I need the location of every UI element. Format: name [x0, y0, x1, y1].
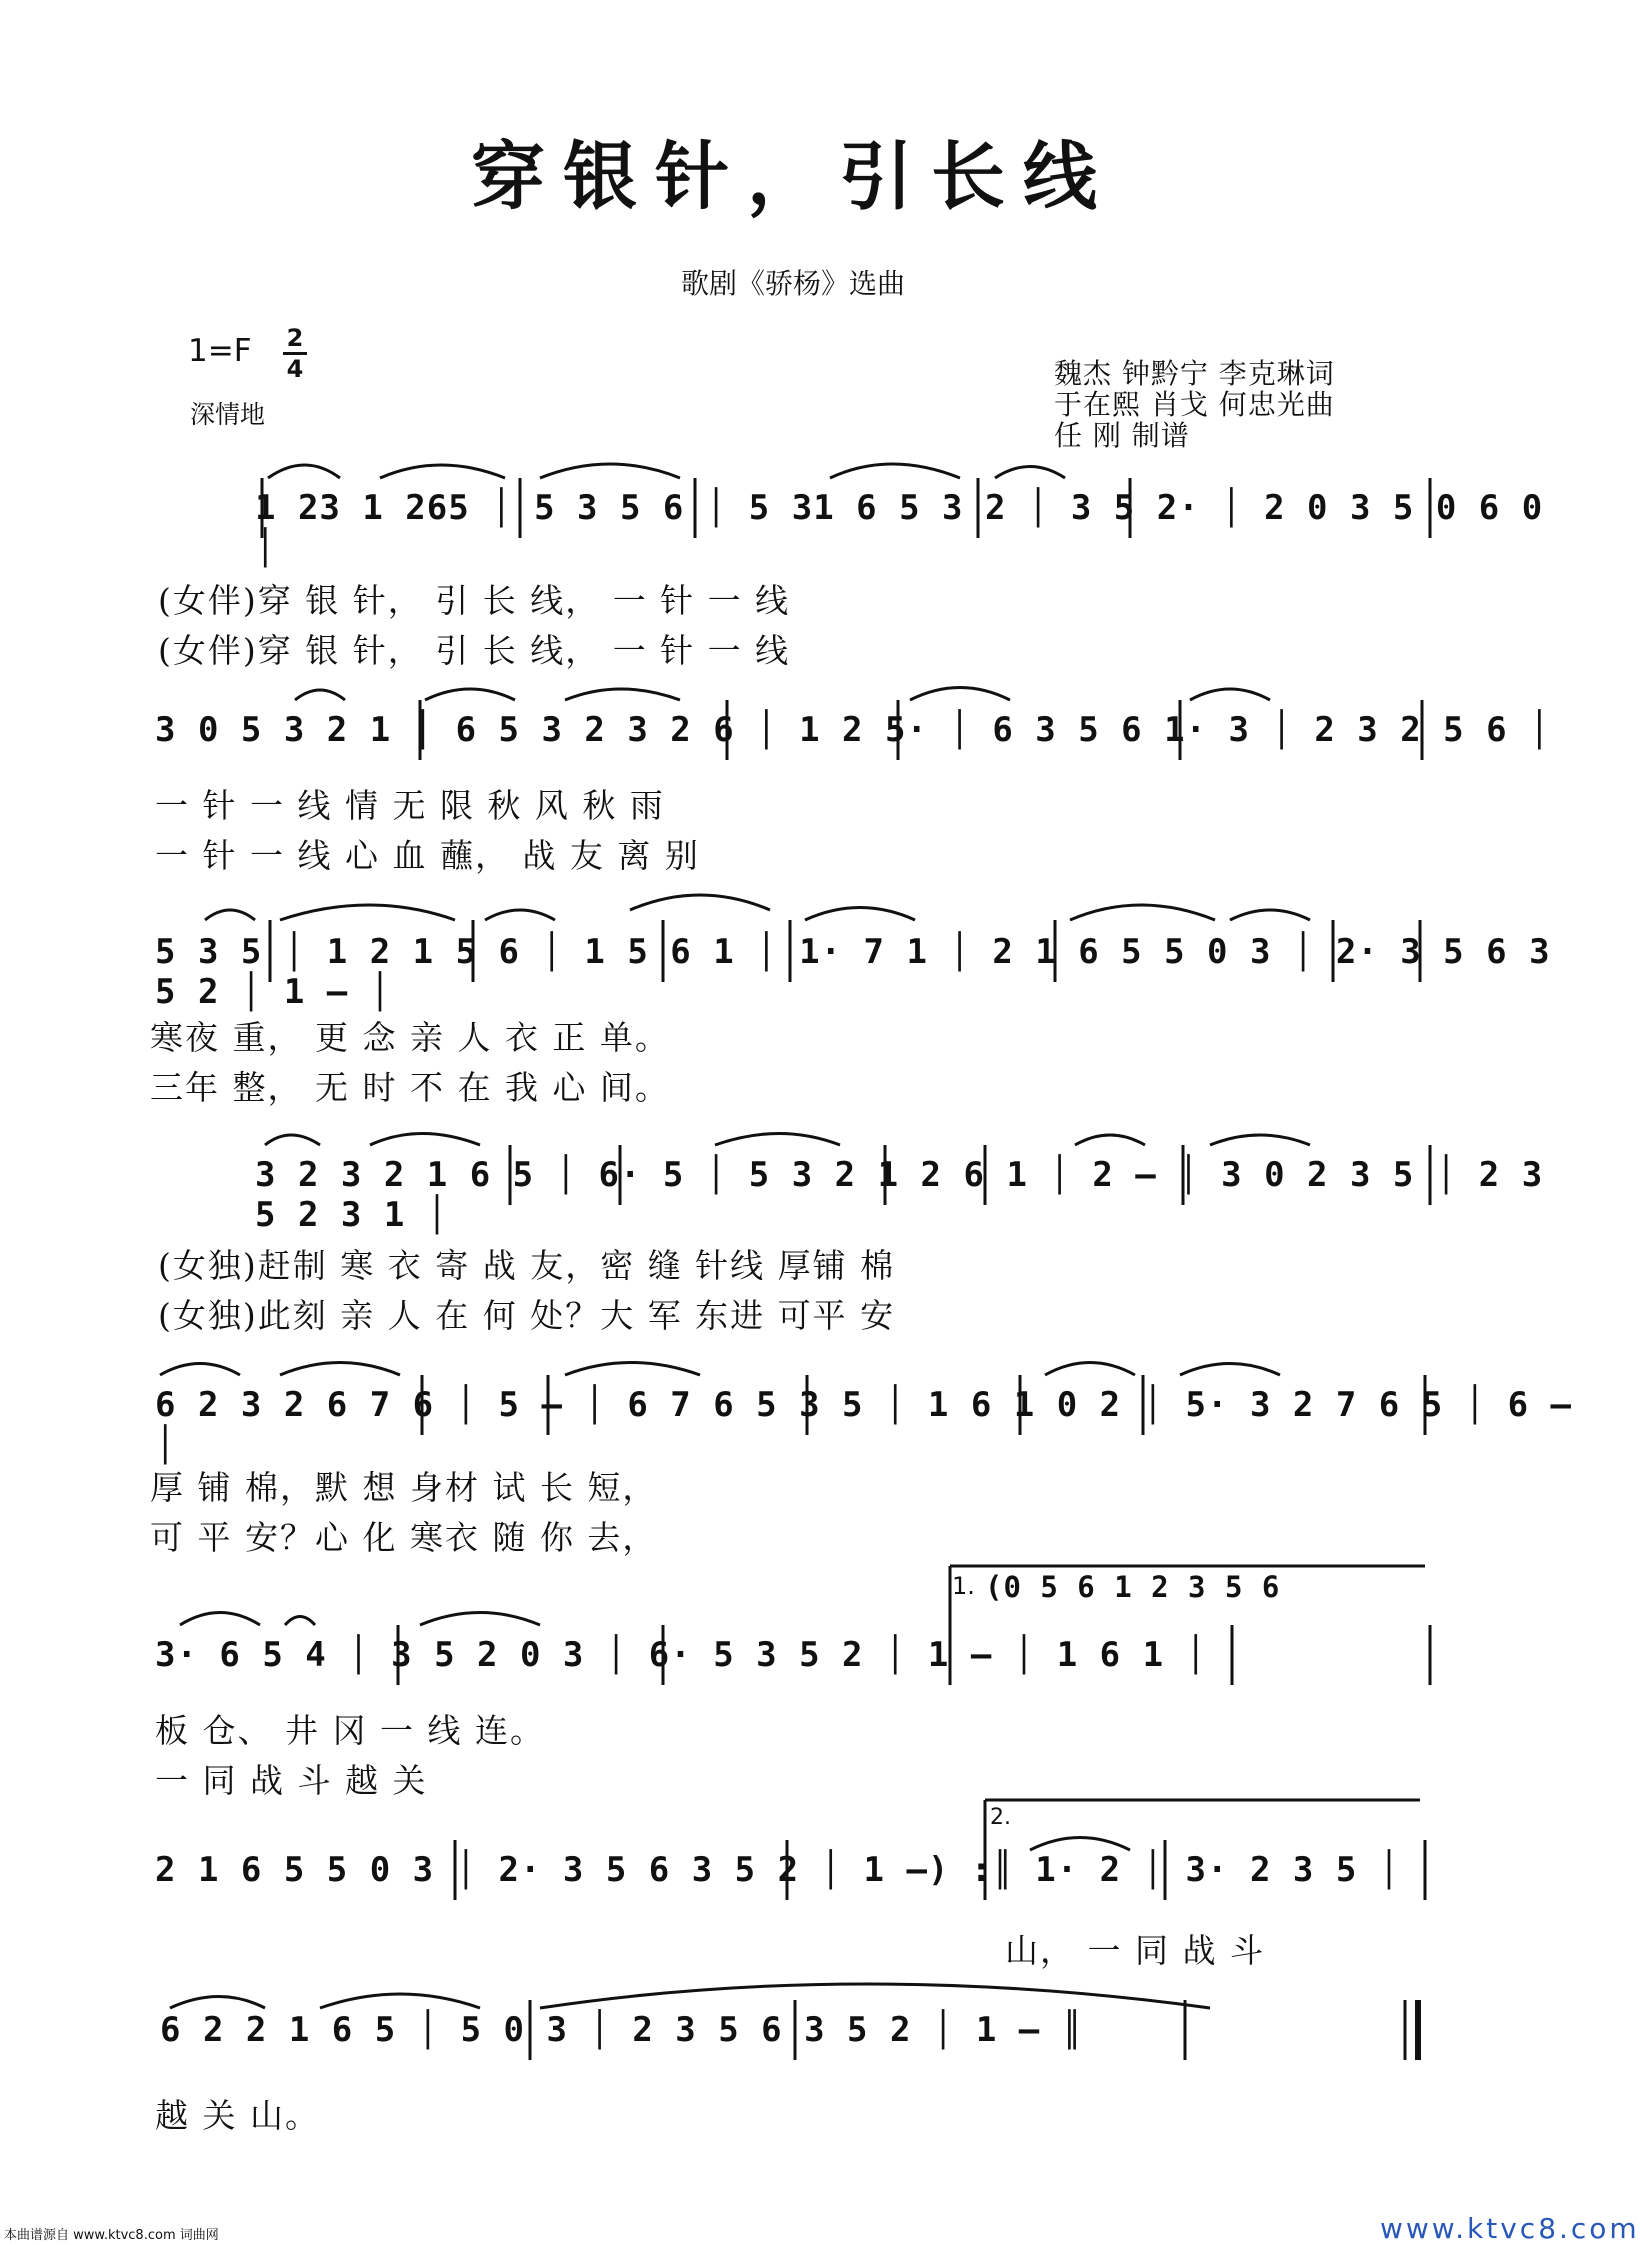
- lyric-line: 板 仓、 井 冈 一 线 连。: [155, 1711, 545, 1750]
- song-subtitle: 歌剧《骄杨》选曲: [680, 267, 905, 300]
- footer-source-text: 本曲谱源自 www.ktvc8.com 词曲网: [4, 2228, 219, 2243]
- credit-lyricists: 魏杰 钟黔宁 李克琳词: [1054, 357, 1335, 390]
- credit-composers: 于在熙 肖戈 何忠光曲: [1054, 388, 1335, 421]
- time-signature: [283, 326, 307, 381]
- time-signature-top: 2: [286, 324, 304, 352]
- notation-line: 5 3 5 │ 1 2 1 5 6 │ 1 5 6 1 │ 1· 7 1 │ 2 1 6 5 5 0 3 │ 2· 3 5 6 3 5 2 │ 1 – │: [155, 932, 1551, 1012]
- lyric-line: 越 关 山。: [155, 2096, 320, 2135]
- key-signature: 1=F: [188, 333, 252, 369]
- song-title: 穿银针，引长线: [471, 134, 1115, 220]
- notation-line: 3 0 5 3 2 1 │ 6 5 3 2 3 2 6 │ 1 2 5· │ 6 3 5 6 1· 3 │ 2 3 2 5 6 │: [155, 710, 1551, 750]
- lyric-line: 一 针 一 线 情 无 限 秋 风 秋 雨: [155, 786, 665, 825]
- volta-bracket-1: 1.: [952, 1572, 975, 1600]
- notation-line: 6 2 3 2 6 7 6 │ 5 – │ 6 7 6 5 3 5 │ 1 6 1 0 2 │ 5· 3 2 7 6 5 │ 6 – │: [155, 1385, 1573, 1465]
- volta-notes: (0 5 6 1 2 3 5 6: [985, 1570, 1281, 1604]
- notation-line: 6 2 2 1 6 5 │ 5 0 3 │ 2 3 5 6 3 5 2 │ 1 – ║: [160, 2010, 1084, 2050]
- lyric-line: (女独)此刻 亲 人 在 何 处？大 军 东进 可平 安: [158, 1296, 896, 1335]
- volta-bracket-2: 2.: [990, 1805, 1011, 1830]
- lyric-line: 三年 整， 无 时 不 在 我 心 间。: [150, 1068, 670, 1107]
- lyric-line: 可 平 安？心 化 寒衣 随 你 去，: [150, 1518, 658, 1557]
- time-signature-bottom: 4: [286, 355, 304, 383]
- lyric-line: 山， 一 同 战 斗: [1005, 1931, 1265, 1970]
- lyric-line: 厚 铺 棉，默 想 身材 试 长 短，: [150, 1468, 658, 1507]
- lyric-line: 一 针 一 线 心 血 蘸， 战 友 离 别: [155, 836, 700, 875]
- notation-line: 1 23 1 265 │ 5 3 5 6 │ 5 31 6 5 3 2 │ 3 5 2· │ 2 0 3 5 0 6 0 │: [255, 488, 1544, 568]
- lyric-line: 一 同 战 斗 越 关: [155, 1761, 428, 1800]
- lyric-line: (女伴)穿 银 针， 引 长 线， 一 针 一 线: [158, 631, 791, 670]
- notation-line: 2 1 6 5 5 0 3 │ 2· 3 5 6 3 5 2 │ 1 –) :║ 1· 2 │ 3· 2 3 5 │: [155, 1850, 1401, 1890]
- lyric-line: (女独)赶制 寒 衣 寄 战 友，密 缝 针线 厚铺 棉: [158, 1246, 896, 1285]
- credit-transcriber: 任 刚 制谱: [1054, 419, 1190, 452]
- lyric-line: (女伴)穿 银 针， 引 长 线， 一 针 一 线: [158, 581, 791, 620]
- notation-line: 3 2 3 2 1 6 5 │ 6· 5 │ 5 3 2 1 2 6 1 │ 2 – │ 3 0 2 3 5 │ 2 3 5 2 3 1 │: [255, 1155, 1544, 1235]
- lyric-line: 寒夜 重， 更 念 亲 人 衣 正 单。: [150, 1018, 670, 1057]
- notation-line: 3· 6 5 4 │ 3 5 2 0 3 │ 6· 5 3 5 2 │ 1 – │ 1 6 1 │: [155, 1635, 1208, 1675]
- tempo-marking: 深情地: [190, 400, 266, 429]
- footer-site-logo[interactable]: www.ktvc8.com: [1380, 2212, 1640, 2245]
